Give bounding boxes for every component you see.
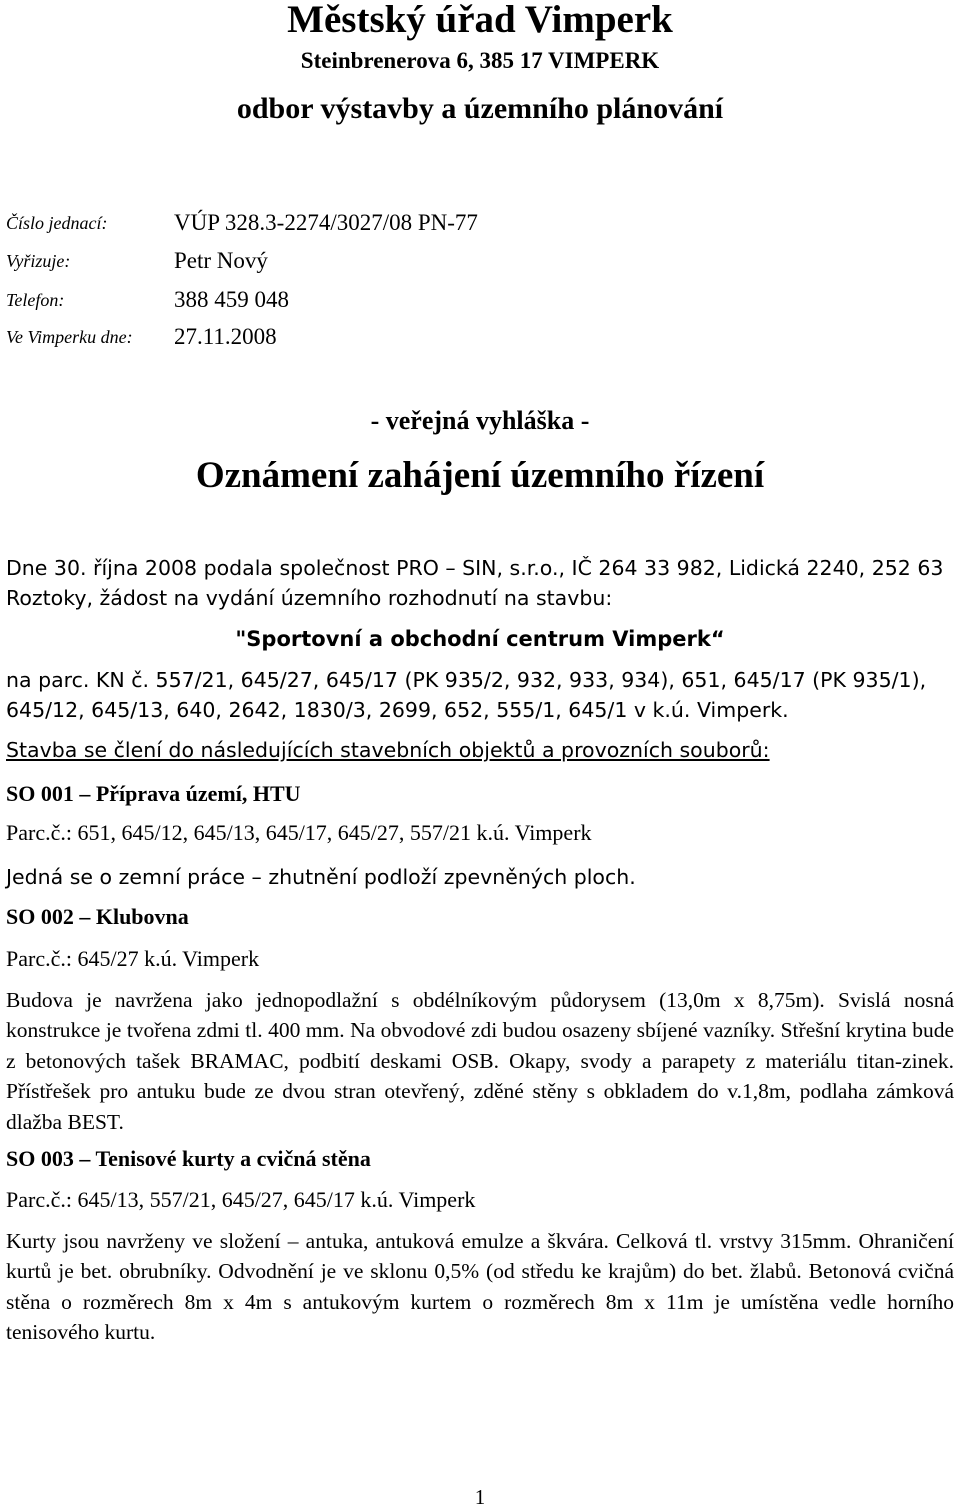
department-name: odbor výstavby a územního plánování [236, 92, 724, 125]
office-address: Steinbrenerova 6, 385 17 VIMPERK [300, 48, 660, 73]
structure-heading: Stavba se člení do následujících stavebních objektů a provozních souborů: [6, 738, 770, 762]
meta-label: Vyřizuje: [6, 251, 71, 271]
meta-label: Telefon: [6, 290, 65, 310]
so001-description: Jedná se o zemní práce – zhutnění podloží zpevněných ploch. [6, 865, 636, 889]
so003-parcels: Parc.č.: 645/13, 557/21, 645/27, 645/17 k.ú. Vimperk [6, 1187, 476, 1212]
parcels-line-2: 645/12, 645/13, 640, 2642, 1830/3, 2699, 652, 555/1, 645/1 v k.ú. Vimperk. [6, 698, 789, 722]
project-name: "Sportovní a obchodní centrum Vimperk“ [235, 627, 725, 651]
meta-value: Petr Nový [174, 248, 268, 273]
meta-value: 27.11.2008 [174, 324, 277, 349]
notice-title: Oznámení zahájení územního řízení [195, 455, 765, 496]
intro-line-1: Dne 30. října 2008 podala společnost PRO – SIN, s.r.o., IČ 264 33 982, Lidická 2240, 252 63 [6, 556, 944, 580]
meta-label: Ve Vimperku dne: [6, 327, 133, 347]
meta-value: VÚP 328.3-2274/3027/08 PN-77 [174, 210, 478, 235]
so001-parcels: Parc.č.: 651, 645/12, 645/13, 645/17, 645/27, 557/21 k.ú. Vimperk [6, 820, 592, 845]
office-name: Městský úřad Vimperk [287, 0, 673, 41]
page-number: 1 [474, 1485, 486, 1509]
notice-subtitle: - veřejná vyhláška - [370, 406, 590, 435]
so002-heading: SO 002 – Klubovna [6, 904, 189, 929]
so002-description: Budova je navržena jako jednopodlažní s obdélníkovým půdorysem (13,0m x 8,75m). Svislá nosná konstrukce je tvořena zdmi tl. 400 mm. Na obvodové zdi budou osazeny sbíjené vazníky. Střešní krytina bude z betonových tašek BRAMAC, podbití deskami OSB. Okapy, svody a parapety z materiálu titan-zinek. Přístřešek pro antuku bude ze dvou stran otevřený, zděné stěny s obkladem do v.1,8m, podlaha zámková dlažba BEST. [6, 988, 954, 1134]
so003-heading: SO 003 – Tenisové kurty a cvičná stěna [6, 1146, 371, 1171]
meta-value: 388 459 048 [174, 287, 289, 312]
parcels-line-1: na parc. KN č. 557/21, 645/27, 645/17 (PK 935/2, 932, 933, 934), 651, 645/17 (PK 935/1), [6, 668, 927, 692]
intro-line-2: Roztoky, žádost na vydání územního rozhodnutí na stavbu: [6, 586, 613, 610]
so003-description: Kurty jsou navrženy ve složení – antuka, antuková emulze a škvára. Celková tl. vrstvy 315mm. Ohraničení kurtů je bet. obrubníky. Odvodnění je ve sklonu 0,5% (od středu ke krajům) do bet. žlabů. Betonová cvičná stěna o rozměrech 8m x 4m s antukovým kurtem o rozměrech 8m x 11m je umístěna vedle horního tenisového kurtu. [6, 1229, 954, 1345]
meta-label: Číslo jednací: [6, 213, 108, 233]
so001-heading: SO 001 – Příprava území, HTU [6, 781, 301, 806]
so002-parcels: Parc.č.: 645/27 k.ú. Vimperk [6, 946, 260, 971]
